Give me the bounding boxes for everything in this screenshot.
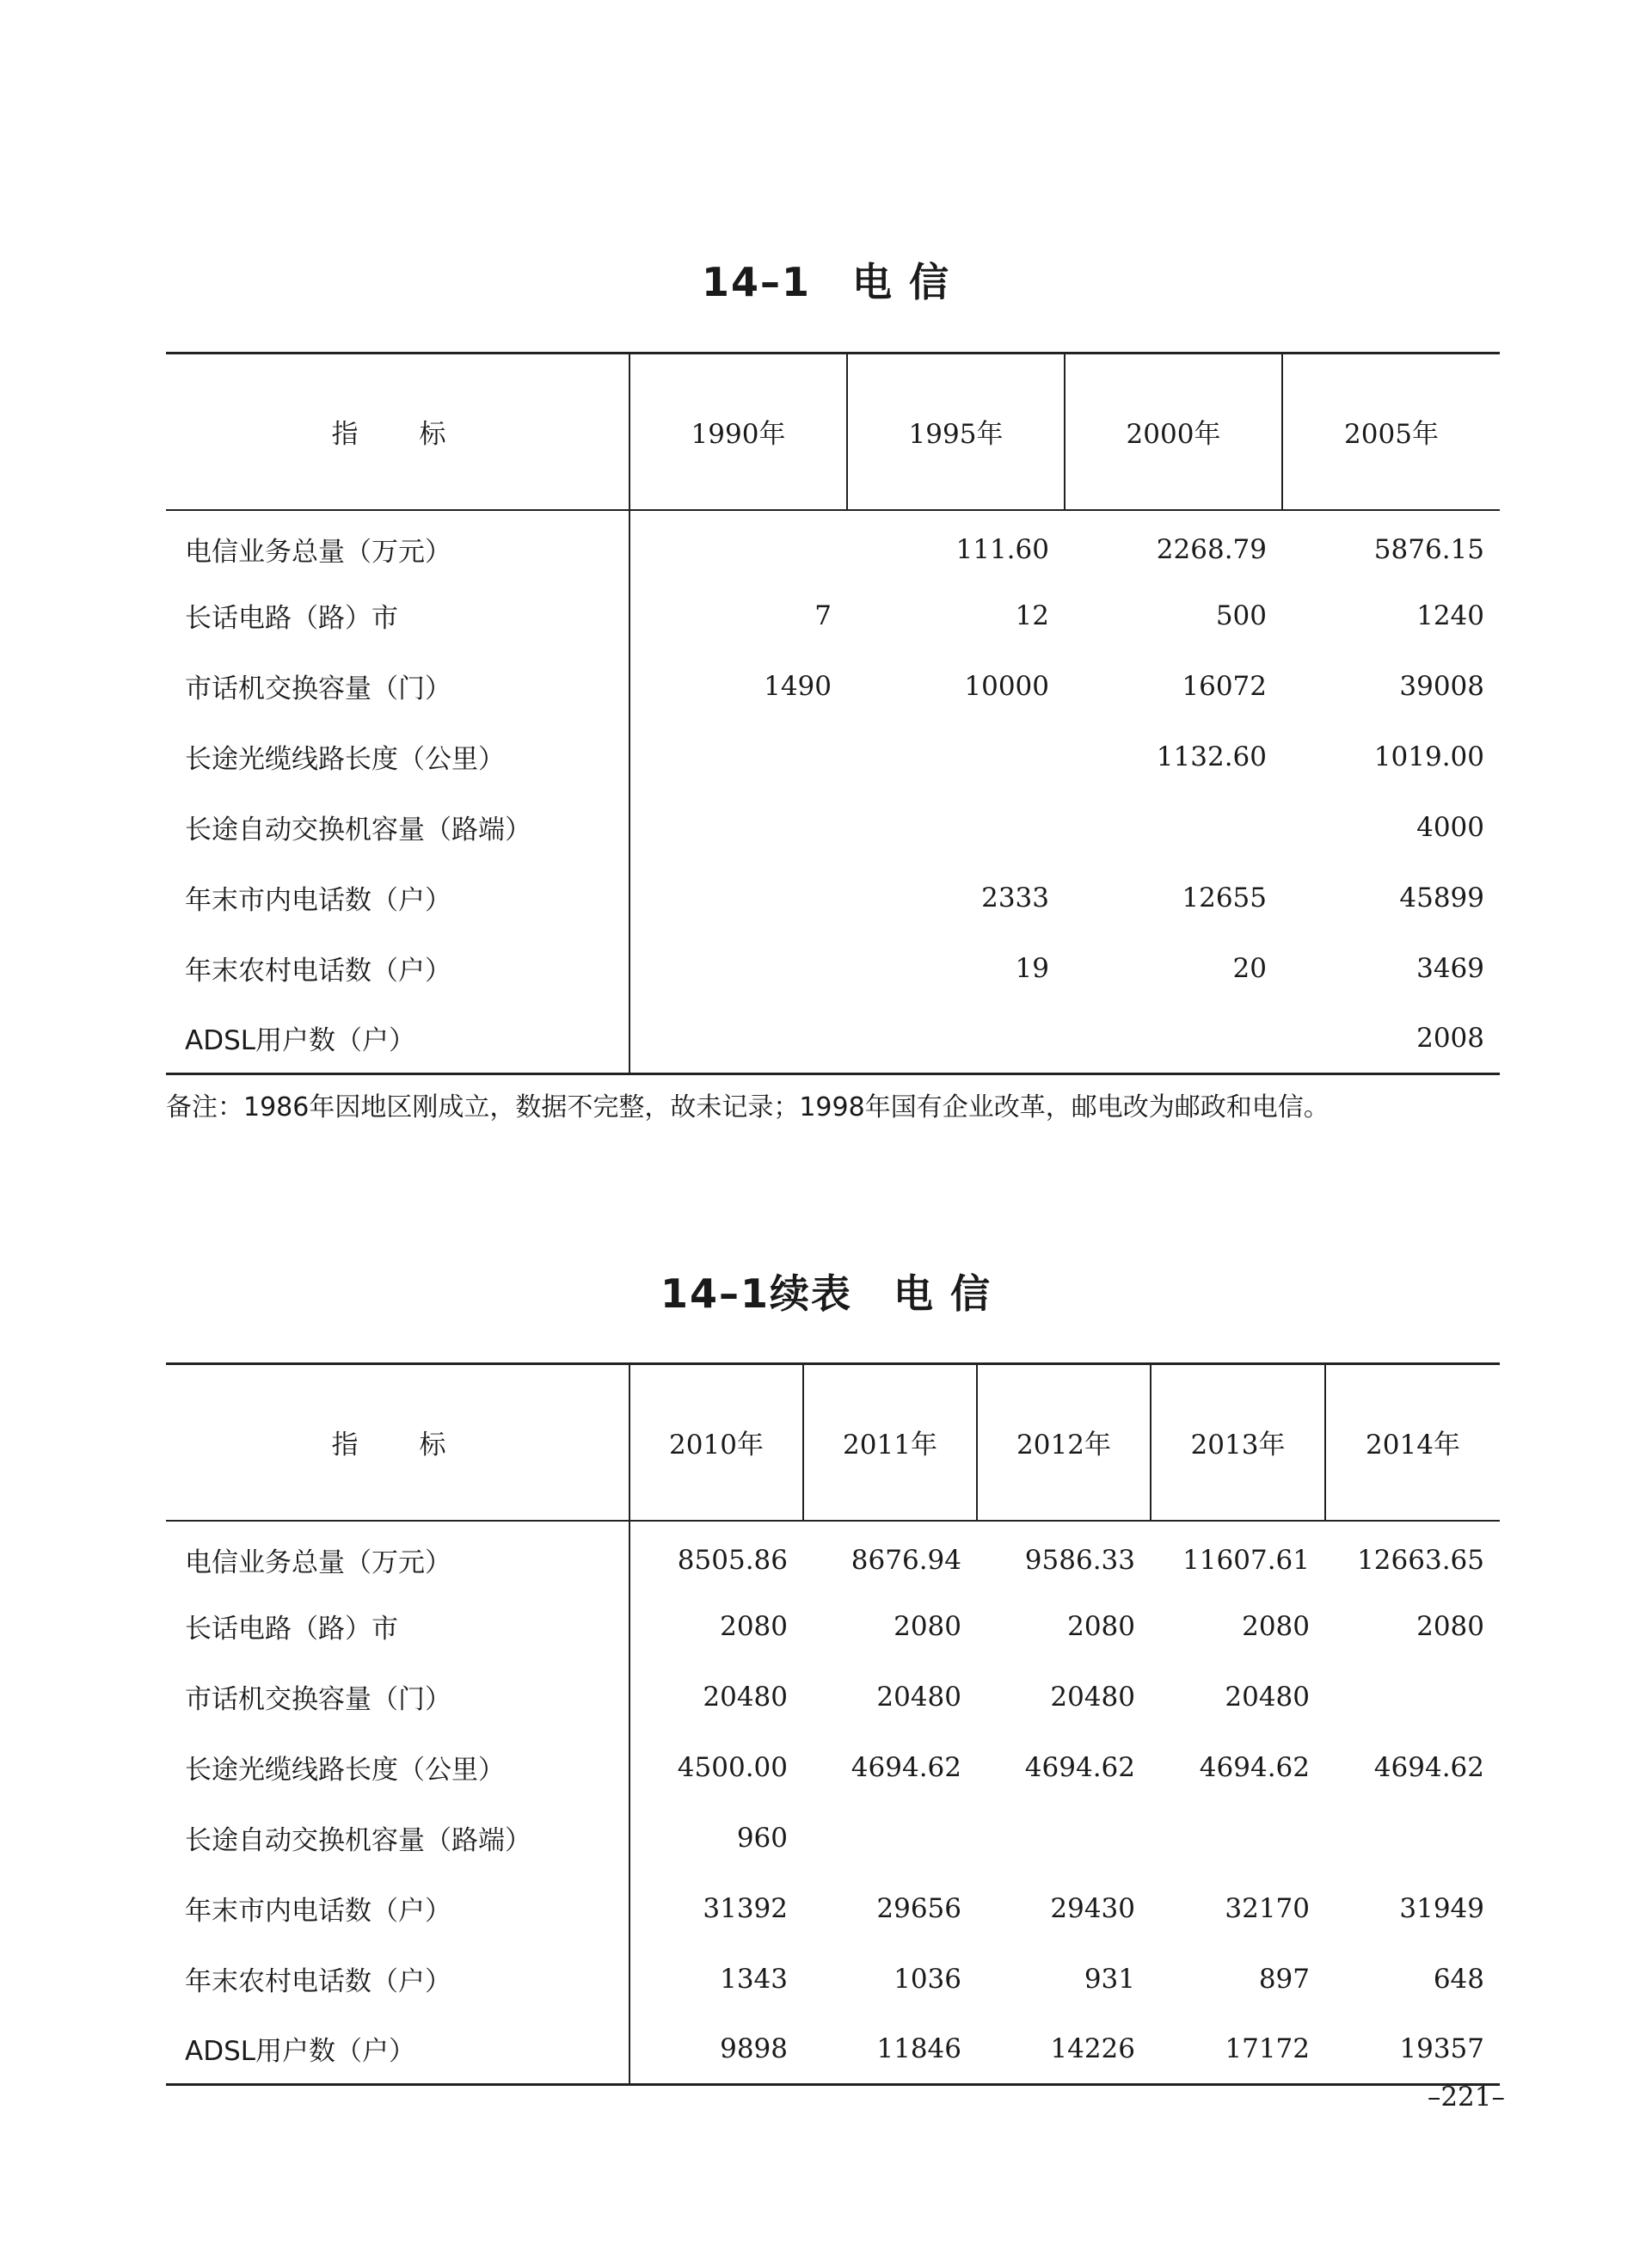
data-cell: 2080 <box>1242 1610 1310 1642</box>
data-cell: 931 <box>1084 1963 1135 1995</box>
header-year: 2005年 <box>1282 354 1500 510</box>
data-cell: 9898 <box>629 2014 803 2085</box>
row-label: 电信业务总量（万元） <box>185 1547 451 1578</box>
data-cell: 19357 <box>1325 2014 1500 2085</box>
data-cell: 2080 <box>629 1591 803 1662</box>
table-row <box>166 722 1500 792</box>
data-cell <box>629 863 847 933</box>
data-cell: 39008 <box>1399 670 1484 702</box>
data-cell <box>977 1803 1151 1873</box>
data-cell: 20480 <box>876 1681 961 1713</box>
data-cell <box>803 1803 977 1873</box>
data-cell: 11607.61 <box>1182 1544 1310 1576</box>
data-cell: 11846 <box>803 2014 977 2085</box>
table-note: 备注：1986年因地区刚成立，数据不完整，故未记录；1998年国有企业改革，邮电改为邮政和电信。 <box>166 1092 1330 1122</box>
data-cell: 16072 <box>1182 670 1267 702</box>
row-label: ADSL用户数（户） <box>166 1004 629 1074</box>
row-label: 长途自动交换机容量（路端） <box>185 1825 531 1856</box>
data-cell: 2080 <box>1067 1610 1135 1642</box>
data-cell: 9586.33 <box>1024 1544 1135 1576</box>
header-year: 2010年 <box>629 1364 803 1521</box>
row-label: 年末农村电话数（户） <box>185 1966 451 1997</box>
data-cell: 32170 <box>1225 1892 1310 1924</box>
row-label: 年末市内电话数（户） <box>185 1896 451 1927</box>
row-label: 市话机交换容量（门） <box>185 1684 451 1715</box>
data-cell: 1240 <box>1416 600 1484 631</box>
data-cell: 20480 <box>1050 1681 1135 1713</box>
data-cell: 29656 <box>876 1892 961 1924</box>
data-cell: 4694.62 <box>1024 1751 1135 1783</box>
data-cell: 14226 <box>977 2014 1151 2085</box>
data-cell: 3469 <box>1416 952 1484 984</box>
table2-title: 14–1续表 电 信 <box>660 1270 992 1317</box>
table-row <box>166 1004 1500 1074</box>
data-cell <box>1325 1803 1500 1873</box>
data-cell: 111.60 <box>955 533 1049 565</box>
data-cell: 20480 <box>629 1662 803 1732</box>
header-year: 2013年 <box>1151 1364 1325 1521</box>
data-cell <box>1065 1004 1282 1074</box>
table-row <box>166 2014 1500 2085</box>
data-cell: 8676.94 <box>851 1544 961 1576</box>
table-row <box>166 1662 1500 1732</box>
row-label: 长话电路（路）市 <box>185 1614 398 1645</box>
table-header-row <box>166 354 1500 510</box>
data-cell <box>847 1004 1065 1074</box>
data-cell: 7 <box>629 581 847 651</box>
table-row <box>166 510 1500 581</box>
data-cell <box>847 792 1065 863</box>
data-cell: 2080 <box>1416 1610 1484 1642</box>
data-cell: 4694.62 <box>1373 1751 1484 1783</box>
data-cell: 1343 <box>629 1944 803 2014</box>
row-label: 市话机交换容量（门） <box>185 673 451 704</box>
data-cell: 12 <box>1015 600 1049 631</box>
row-label: ADSL用户数（户） <box>166 2014 629 2085</box>
telecom-table-2010-2014 <box>166 1362 1500 2086</box>
header-year: 1995年 <box>847 354 1065 510</box>
data-cell: 4694.62 <box>851 1751 961 1783</box>
table-row <box>166 933 1500 1004</box>
data-cell <box>629 933 847 1004</box>
table-row <box>166 1521 1500 1591</box>
row-label: 长途光缆线路长度（公里） <box>185 744 505 775</box>
header-year: 1990年 <box>629 354 847 510</box>
data-cell: 31392 <box>629 1873 803 1944</box>
data-cell: 29430 <box>1050 1892 1135 1924</box>
data-cell: 1490 <box>629 651 847 722</box>
data-cell <box>847 722 1065 792</box>
data-cell: 4000 <box>1416 811 1484 843</box>
table-row <box>166 1944 1500 2014</box>
data-cell: 20480 <box>1225 1681 1310 1713</box>
table-row <box>166 863 1500 933</box>
row-label: 长途自动交换机容量（路端） <box>185 815 531 846</box>
page-number: –221– <box>1427 2082 1505 2112</box>
data-cell: 500 <box>1215 600 1267 631</box>
data-cell: 897 <box>1258 1963 1310 1995</box>
data-cell: 4500.00 <box>629 1732 803 1803</box>
data-cell: 2080 <box>894 1610 961 1642</box>
table-row <box>166 1803 1500 1873</box>
table-row <box>166 1591 1500 1662</box>
data-cell: 17172 <box>1151 2014 1325 2085</box>
telecom-table-1990-2005 <box>166 352 1500 1075</box>
header-indicator: 指 标 <box>166 1364 629 1521</box>
row-label: 长话电路（路）市 <box>185 603 398 634</box>
data-cell: 8505.86 <box>629 1521 803 1591</box>
data-cell: 5876.15 <box>1373 533 1484 565</box>
data-cell: 2333 <box>981 882 1049 913</box>
row-label: 长途光缆线路长度（公里） <box>185 1755 505 1786</box>
table-row <box>166 792 1500 863</box>
header-year: 2000年 <box>1065 354 1282 510</box>
data-cell: 20 <box>1232 952 1267 984</box>
data-cell <box>629 792 847 863</box>
data-cell: 4694.62 <box>1199 1751 1310 1783</box>
table1-title: 14–1 电 信 <box>701 259 951 305</box>
data-cell: 45899 <box>1399 882 1484 913</box>
data-cell: 960 <box>629 1803 803 1873</box>
table-row <box>166 1873 1500 1944</box>
data-cell: 2008 <box>1282 1004 1500 1074</box>
data-cell: 2268.79 <box>1156 533 1267 565</box>
header-indicator: 指 标 <box>166 354 629 510</box>
table-row <box>166 1732 1500 1803</box>
table-row <box>166 651 1500 722</box>
header-year: 2012年 <box>977 1364 1151 1521</box>
row-label: 年末农村电话数（户） <box>185 956 451 987</box>
data-cell <box>629 510 847 581</box>
table-header-row <box>166 1364 1500 1521</box>
table-row <box>166 581 1500 651</box>
row-label: 电信业务总量（万元） <box>185 537 451 568</box>
data-cell: 1036 <box>894 1963 961 1995</box>
data-cell: 1132.60 <box>1156 741 1267 772</box>
data-cell: 12655 <box>1182 882 1267 913</box>
header-year: 2011年 <box>803 1364 977 1521</box>
data-cell: 1019.00 <box>1373 741 1484 772</box>
data-cell <box>629 722 847 792</box>
data-cell: 19 <box>1015 952 1049 984</box>
header-year: 2014年 <box>1325 1364 1500 1521</box>
data-cell: 10000 <box>964 670 1049 702</box>
row-label: 年末市内电话数（户） <box>185 885 451 916</box>
data-cell <box>1065 792 1282 863</box>
data-cell <box>629 1004 847 1074</box>
data-cell: 12663.65 <box>1357 1544 1484 1576</box>
data-cell: 648 <box>1433 1963 1484 1995</box>
data-cell: 31949 <box>1399 1892 1484 1924</box>
data-cell <box>1325 1662 1500 1732</box>
data-cell <box>1151 1803 1325 1873</box>
